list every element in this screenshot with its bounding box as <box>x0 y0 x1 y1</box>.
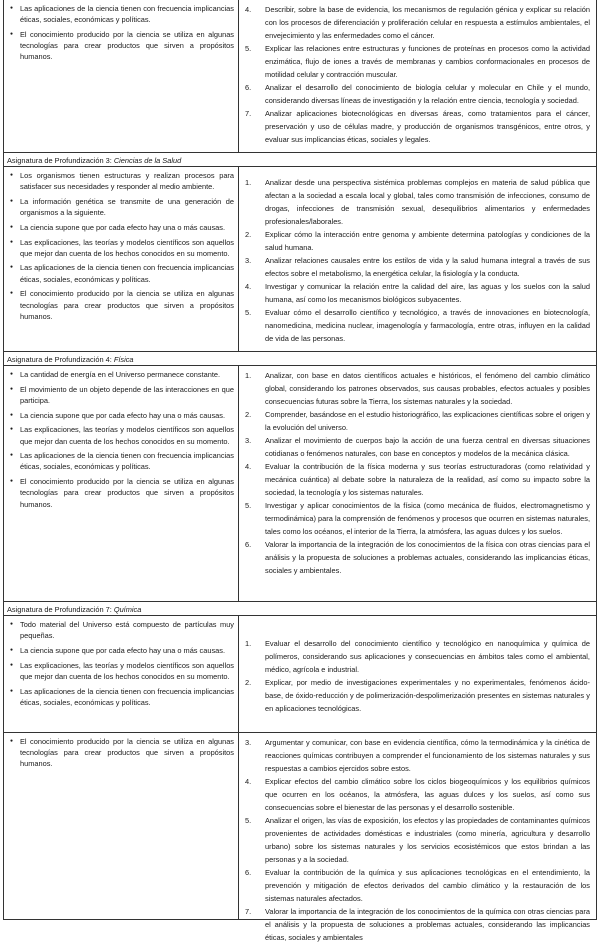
curriculum-table <box>3 0 597 942</box>
section-subject: Física <box>113 355 134 364</box>
big-idea-item: ● Todo material del Universo está compuesto de partículas muy pequeñas. <box>7 619 234 641</box>
objectives-cell <box>239 0 596 152</box>
objective-item <box>243 866 590 905</box>
objective-item <box>243 107 590 146</box>
big-idea-item: ● Las explicaciones, las teorías y modelos científicos son aquellos que mejor dan cuenta de los hechos conocidos en su momento. <box>7 237 234 259</box>
objective-item <box>243 736 590 775</box>
objective-number: 5. <box>245 816 252 825</box>
objective-text: Analizar desde una perspectiva sistémica problemas complejos en materia de salud pública que afectan a la sociedad a escala local y global, tales como transmisión de infecciones, consumo de drogas, infecciones de transmisión sexual, desequilibrios alimentarios y enfermedades profesionales/laborales. <box>265 178 590 226</box>
table-row <box>3 366 597 602</box>
objective-item <box>243 280 590 306</box>
objectives-cell <box>239 366 596 601</box>
objective-number: 5. <box>245 44 252 53</box>
big-idea-item: ● La ciencia supone que por cada efecto hay una o más causas. <box>7 645 234 656</box>
objective-text: Valorar la importancia de la integración de los conocimientos de la física con otras ciencias para el análisis y la propuesta de soluciones a problemas actuales, considerando las implicancias éticas, sociales y ambientales. <box>265 540 590 575</box>
objective-item <box>243 814 590 866</box>
big-idea-item: ● El conocimiento producido por la ciencia se utiliza en algunas tecnologías para crear productos que sirven a propósitos humanos. <box>7 476 234 510</box>
big-idea-item: ● La ciencia supone que por cada efecto hay una o más causas. <box>7 410 234 421</box>
objective-number: 4. <box>245 462 252 471</box>
big-idea-item: ● Las explicaciones, las teorías y modelos científicos son aquellos que mejor dan cuenta de los hechos conocidos en su momento. <box>7 424 234 446</box>
big-idea-item: ● Las aplicaciones de la ciencia tienen con frecuencia implicancias éticas, sociales, económicas y políticas. <box>7 686 234 708</box>
objective-item <box>243 775 590 814</box>
big-idea-item: ● Las aplicaciones de la ciencia tienen con frecuencia implicancias éticas, sociales, económicas y políticas. <box>7 450 234 472</box>
objective-number: 4. <box>245 5 252 14</box>
big-idea-item: ● El conocimiento producido por la ciencia se utiliza en algunas tecnologías para crear productos que sirven a propósitos humanos. <box>7 288 234 322</box>
objective-item <box>243 538 590 577</box>
big-ideas-cell <box>4 366 239 601</box>
objective-text: Analizar el origen, las vías de exposición, los efectos y las propiedades de contaminantes químicos provenientes de actividades domésticas e industriales (como minería, agricultura y desarrollo urbano) sobre los sistemas naturales y los servicios ecosistémicos que estos brindan a las personas y a la sociedad. <box>265 816 590 864</box>
objective-number: 1. <box>245 178 252 187</box>
big-ideas-cell <box>4 616 239 732</box>
objective-item <box>243 369 590 408</box>
objective-number: 3. <box>245 256 252 265</box>
objectives-cell <box>239 733 596 942</box>
big-idea-item: ● Las explicaciones, las teorías y modelos científicos son aquellos que mejor dan cuenta de los hechos conocidos en su momento. <box>7 660 234 682</box>
objective-number: 2. <box>245 677 252 687</box>
objective-number: 7. <box>245 109 252 118</box>
table-row <box>3 167 597 352</box>
objective-item <box>243 81 590 107</box>
objective-number: 2. <box>245 410 252 419</box>
objective-item <box>243 42 590 81</box>
objective-item <box>243 434 590 460</box>
objective-item <box>243 228 590 254</box>
objective-text: Evaluar el desarrollo del conocimiento científico y tecnológico en nanoquímica y química de polímeros, considerando sus aplicaciones y consecuencias en ámbitos tales como el ambiental, médico, agrícola e industrial. <box>265 638 590 674</box>
objective-item <box>243 176 590 228</box>
objective-item <box>243 306 590 345</box>
objective-text: Explicar cómo la interacción entre genoma y ambiente determina patologías y condiciones de la salud humana. <box>265 230 590 252</box>
big-ideas-cell <box>4 0 239 152</box>
objective-number: 6. <box>245 868 252 877</box>
objective-number: 1. <box>245 371 252 380</box>
big-idea-item: ● La ciencia supone que por cada efecto hay una o más causas. <box>7 222 234 233</box>
objective-item <box>243 676 590 715</box>
table-row <box>3 616 597 733</box>
section-header-prefix: Asignatura de Profundización 4: <box>7 355 114 364</box>
objective-item <box>243 499 590 538</box>
objective-item <box>243 254 590 280</box>
objective-item <box>243 3 590 42</box>
objective-item <box>243 637 590 676</box>
objective-text: Comprender, basándose en el estudio historiográfico, las explicaciones científicas sobre el origen y la evolución del universo. <box>265 410 590 432</box>
objective-number: 3. <box>245 436 252 445</box>
objective-text: Analizar, con base en datos científicos actuales e históricos, el fenómeno del cambio climático global, considerando los patrones observados, sus causas probables, efectos actuales y posibles consecuencias futuras sobre la Tierra, los sistemas naturales y la sociedad. <box>265 371 590 406</box>
objective-number: 7. <box>245 907 252 916</box>
objective-number: 2. <box>245 230 252 239</box>
section-header-prefix: Asignatura de Profundización 7: <box>7 605 114 614</box>
objective-item <box>243 408 590 434</box>
big-idea-item: ● Las aplicaciones de la ciencia tienen con frecuencia implicancias éticas, sociales, económicas y políticas. <box>7 3 234 25</box>
objective-text: Explicar las relaciones entre estructuras y funciones de proteínas en procesos como la actividad enzimática, flujo de iones a través de membranas y cambios conformacionales en procesos de motilidad celular y contracción muscular. <box>265 44 590 79</box>
objective-number: 3. <box>245 738 252 747</box>
objective-text: Evaluar la contribución de la física moderna y sus teorías estructuradoras (como relatividad y mecánica cuántica) al debate sobre la naturaleza de la realidad, así como su impacto sobre la sociedad, la tecnología y los sistemas naturales. <box>265 462 590 497</box>
big-idea-item: ● Las aplicaciones de la ciencia tienen con frecuencia implicancias éticas, sociales, económicas y políticas. <box>7 262 234 284</box>
objective-text: Analizar el desarrollo del conocimiento de biología celular y molecular en Chile y el mundo, considerando diversas líneas de investigación y la relación entre ciencia, tecnología y sociedad. <box>265 83 590 105</box>
big-idea-item: ● La cantidad de energía en el Universo permanece constante. <box>7 369 234 380</box>
objective-number: 1. <box>245 638 252 648</box>
table-row <box>3 0 597 153</box>
big-ideas-cell <box>4 167 239 351</box>
objective-text: Argumentar y comunicar, con base en evidencia científica, cómo la termodinámica y la cinética de reacciones químicas contribuyen a comprender el funcionamiento de los sistemas naturales y sus respuestas a cambios ejercidos sobre estos. <box>265 738 590 773</box>
big-idea-item: ● El conocimiento producido por la ciencia se utiliza en algunas tecnologías para crear productos que sirven a propósitos humanos. <box>7 29 234 63</box>
objective-text: Explicar, por medio de investigaciones experimentales y no experimentales, fenómenos ácido-base, de óxido-reducción y de polimerización-despolimerización presentes en sistemas naturales y en aplicaciones tecnológicas. <box>265 677 590 713</box>
big-idea-item: ● El conocimiento producido por la ciencia se utiliza en algunas tecnologías para crear productos que sirven a propósitos humanos. <box>7 736 234 770</box>
big-idea-item: ● La información genética se transmite de una generación de organismos a la siguiente. <box>7 196 234 218</box>
section-header-prefix: Asignatura de Profundización 3: <box>7 156 114 165</box>
objective-text: Investigar y comunicar la relación entre la calidad del aire, las aguas y los suelos con la salud humana, así como los mecanismos biológicos subyacentes. <box>265 282 590 304</box>
objective-text: Describir, sobre la base de evidencia, los mecanismos de regulación génica y explicar su relación con los procesos de diferenciación y proliferación celular en respuesta a estímulos ambientales, el envejecimiento y las enfermedades como el cáncer. <box>265 5 590 40</box>
objective-text: Evaluar cómo el desarrollo científico y tecnológico, a través de innovaciones en biotecnología, nanomedicina, medicina nuclear, imagenología y farmacología, entre otras, influyen en la calidad de vida de las personas. <box>265 308 590 343</box>
objective-text: Evaluar la contribución de la química y sus aplicaciones tecnológicas en el entendimiento, la prevención y mitigación de efectos derivados del cambio climático y la restauración de los sistemas naturales afectados. <box>265 868 590 903</box>
big-ideas-cell <box>4 733 239 919</box>
objective-number: 5. <box>245 308 252 317</box>
section-header <box>3 601 597 616</box>
objective-number: 4. <box>245 777 252 786</box>
objective-text: Valorar la importancia de la integración de los conocimientos de la química con otras ciencias para el análisis y la propuesta de soluciones a problemas actuales, considerando las implicancias éticas, sociales y ambientales <box>265 907 590 942</box>
table-row <box>3 733 597 942</box>
big-idea-item: ● El movimiento de un objeto depende de las interacciones en que participa. <box>7 384 234 406</box>
objective-text: Analizar aplicaciones biotecnológicas en diversas áreas, como tratamientos para el cáncer, preservación y uso de células madre, y producción de organismos transgénicos, entre otros, y evaluar sus implicancias éticas, sociales y legales. <box>265 109 590 144</box>
objective-number: 5. <box>245 501 252 510</box>
objective-item <box>243 460 590 499</box>
big-idea-item: ● Los organismos tienen estructuras y realizan procesos para satisfacer sus necesidades y responder al medio ambiente. <box>7 170 234 192</box>
objective-number: 6. <box>245 83 252 92</box>
section-subject: Ciencias de la Salud <box>113 156 182 165</box>
objective-text: Analizar relaciones causales entre los estilos de vida y la salud humana integral a través de sus efectos sobre el metabolismo, la energética celular, la fisiología y la conducta. <box>265 256 590 278</box>
objective-number: 4. <box>245 282 252 291</box>
objective-text: Analizar el movimiento de cuerpos bajo la acción de una fuerza central en diversas situaciones cotidianas o fenómenos naturales, con base en conceptos y modelos de la mecánica clásica. <box>265 436 590 458</box>
objective-number: 6. <box>245 540 252 549</box>
section-subject: Química <box>113 605 142 614</box>
objectives-cell <box>239 167 596 351</box>
section-header <box>3 152 597 167</box>
objective-item <box>243 905 590 944</box>
objectives-cell <box>239 616 596 732</box>
section-header <box>3 351 597 366</box>
objective-text: Investigar y aplicar conocimientos de la física (como mecánica de fluidos, electromagnetismo y termodinámica) para la comprensión de fenómenos y procesos que ocurren en sistemas naturales, tales como los océanos, el interior de la Tierra, la atmósfera, las aguas dulces y los suelos. <box>265 501 590 536</box>
objective-text: Explicar efectos del cambio climático sobre los ciclos biogeoquímicos y los equilibrios químicos que ocurren en los océanos, la atmósfera, las aguas dulces y los suelos, así como sus consecuencias sobre el bienestar de las personas y el desarrollo sostenible. <box>265 777 590 812</box>
